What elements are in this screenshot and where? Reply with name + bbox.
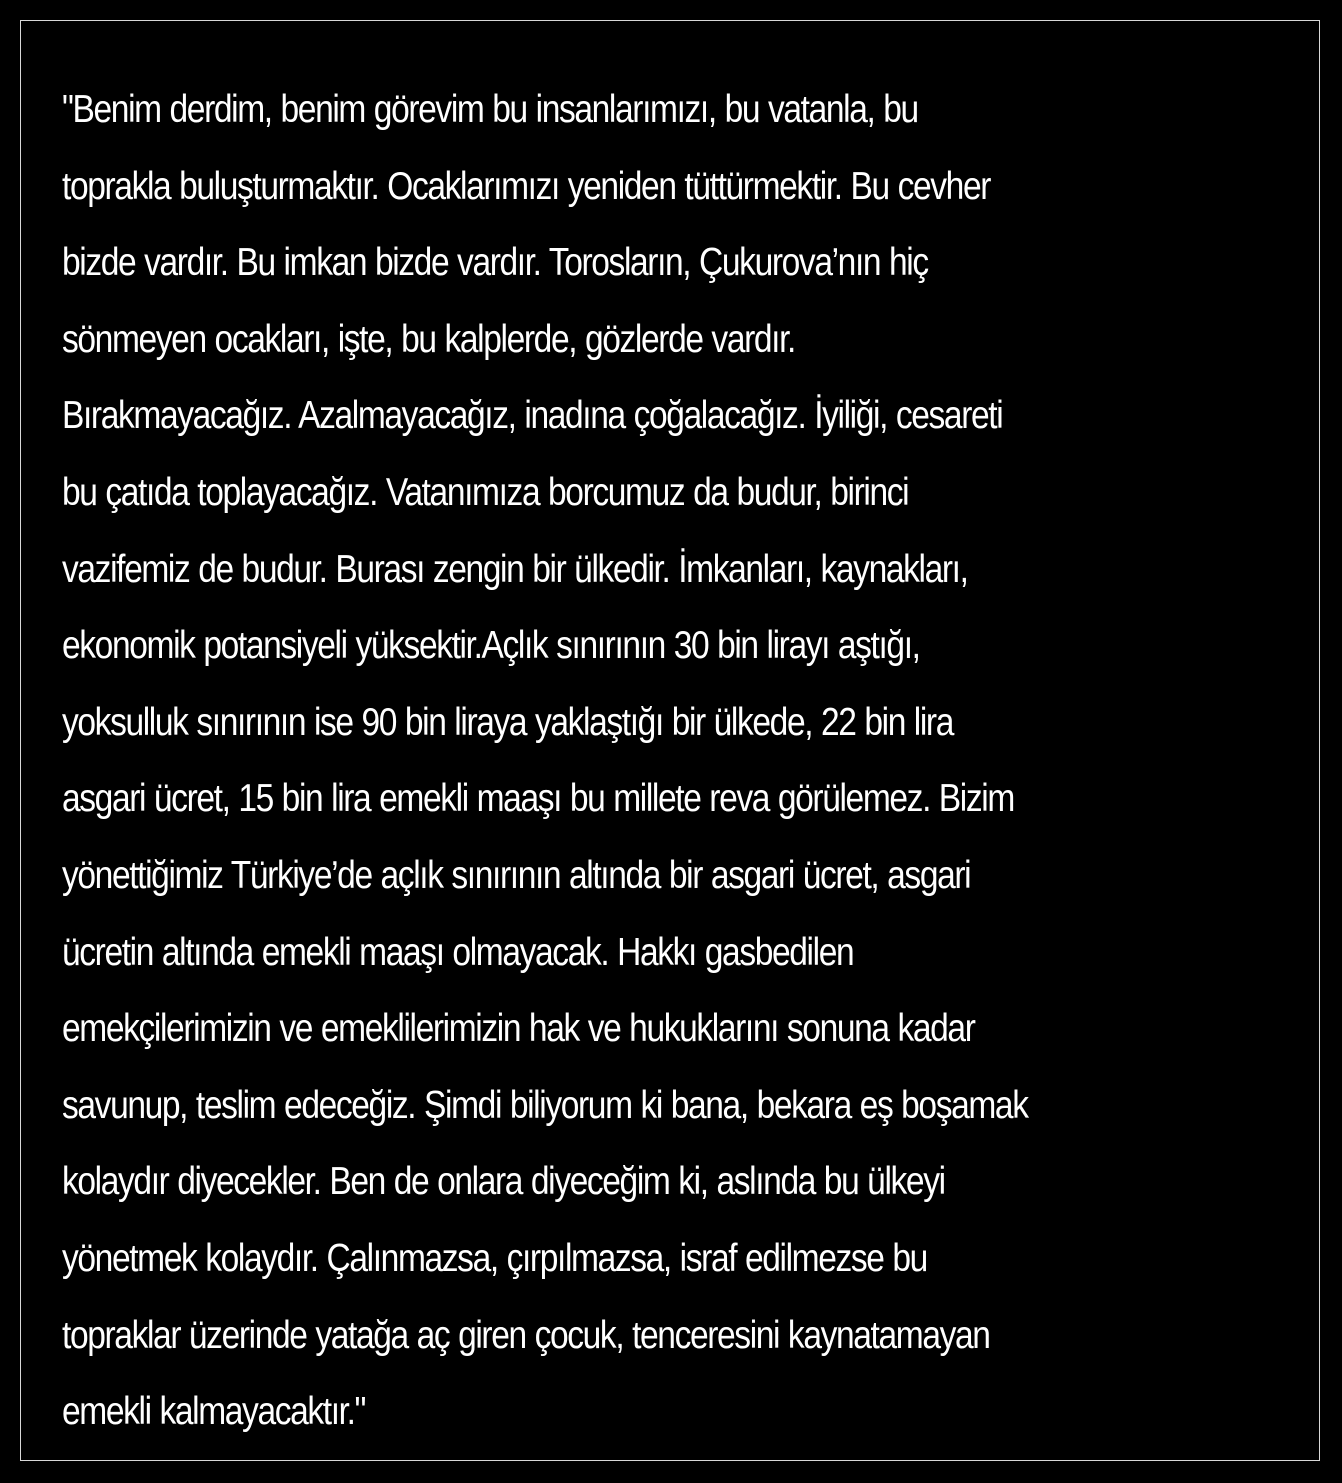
quote-line: ekonomik potansiyeli yüksektir.Açlık sınırının 30 bin lirayı aştığı, <box>62 624 920 668</box>
quote-line: bizde vardır. Bu imkan bizde vardır. Torosların, Çukurova’nın hiç <box>62 241 928 285</box>
quote-line: yoksulluk sınırının ise 90 bin liraya yaklaştığı bir ülkede, 22 bin lira <box>62 700 954 744</box>
quote-line: vazifemiz de budur. Burası zengin bir ülkedir. İmkanları, kaynakları, <box>62 547 968 591</box>
quote-line: kolaydır diyecekler. Ben de onlara diyeceğim ki, aslında bu ülkeyi <box>62 1160 945 1204</box>
quote-line: "Benim derdim, benim görevim bu insanlarımızı, bu vatanla, bu <box>62 88 918 131</box>
quote-line: yönettiğimiz Türkiye’de açlık sınırının altında bir asgari ücret, asgari <box>62 853 971 897</box>
quote-line: bu çatıda toplayacağız. Vatanımıza borcumuz da budur, birinci <box>62 470 909 514</box>
quote-line: emekçilerimizin ve emeklilerimizin hak ve hukuklarını sonuna kadar <box>62 1007 975 1051</box>
quote-line: ücretin altında emekli maaşı olmayacak. Hakkı gasbedilen <box>62 930 854 974</box>
quote-line: sönmeyen ocakları, işte, bu kalplerde, gözlerde vardır. <box>62 317 796 361</box>
quote-line: savunup, teslim edeceğiz. Şimdi biliyorum ki bana, bekara eş boşamak <box>62 1083 1028 1127</box>
quote-line: Bırakmayacağız. Azalmayacağız, inadına çoğalacağız. İyiliği, cesareti <box>62 394 1003 438</box>
quote-line: asgari ücret, 15 bin lira emekli maaşı bu millete reva görülemez. Bizim <box>62 777 1014 821</box>
quote-line: topraklar üzerinde yatağa aç giren çocuk, tenceresini kaynatamayan <box>62 1313 990 1357</box>
quote-line: emekli kalmayacaktır." <box>62 1390 366 1434</box>
quote-line: yönetmek kolaydır. Çalınmazsa, çırpılmazsa, israf edilmezse bu <box>62 1236 927 1280</box>
quote-line: toprakla buluşturmaktır. Ocaklarımızı yeniden tüttürmektir. Bu cevher <box>62 164 991 208</box>
quote-text <box>62 72 1302 1451</box>
